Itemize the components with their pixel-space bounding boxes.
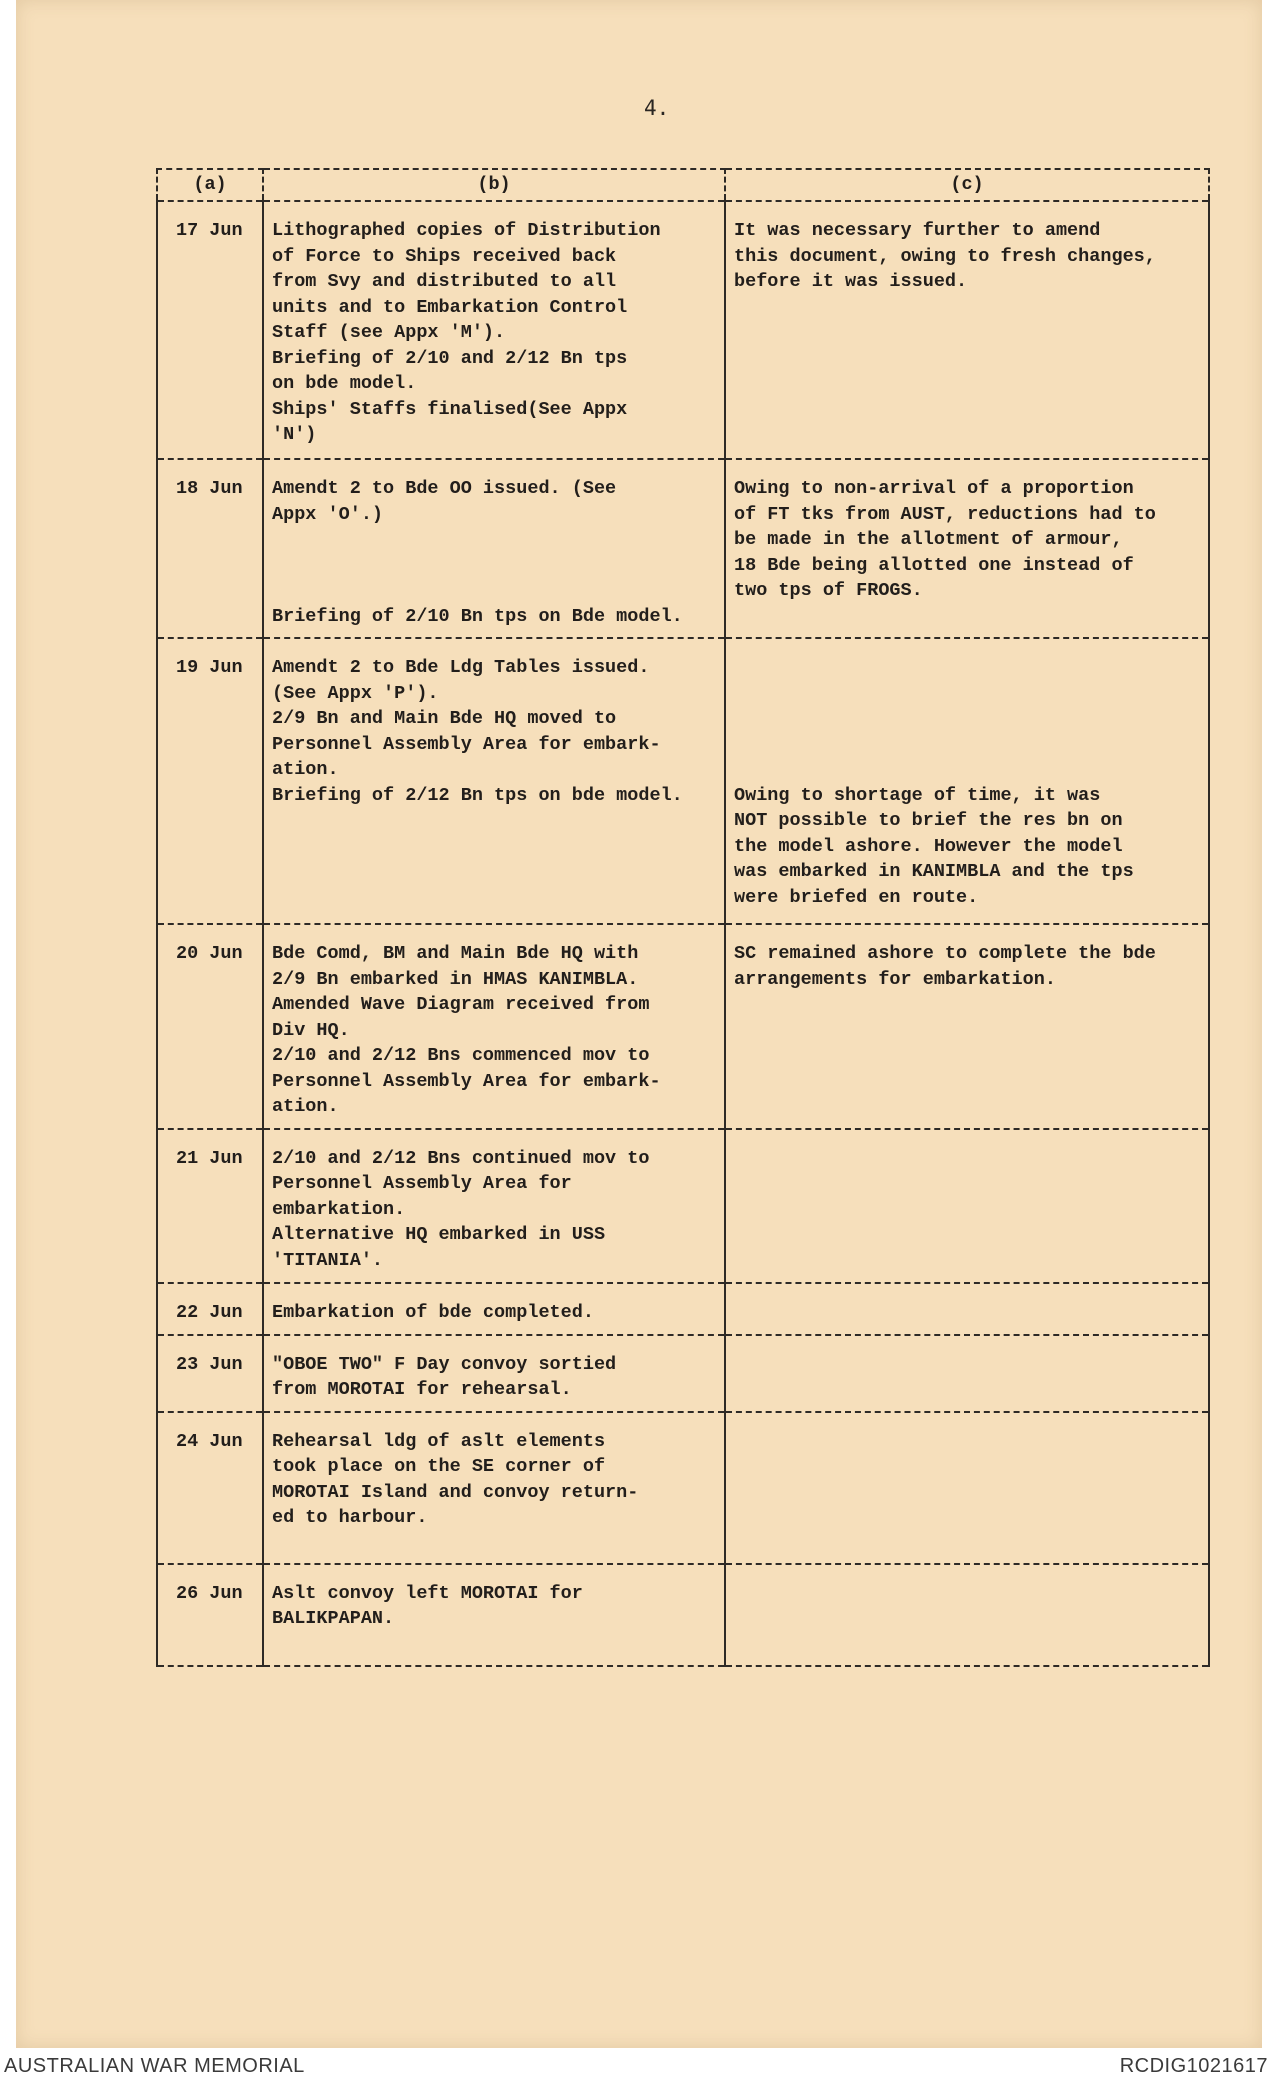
entry-date: 22 Jun [157,1283,263,1335]
entry-remark [725,1564,1209,1666]
entry-date: 23 Jun [157,1335,263,1412]
entry-remark [725,1412,1209,1564]
entry-date: 20 Jun [157,924,263,1129]
entry-remark [725,1283,1209,1335]
entry-remark: It was necessary further to amend this document, owing to fresh changes, before it was issued. [725,201,1209,459]
table-row [157,924,1209,1129]
entry-date: 21 Jun [157,1129,263,1283]
table-row [157,1564,1209,1666]
entry-text: Amendt 2 to Bde OO issued. (See Appx 'O'.) Briefing of 2/10 Bn tps on Bde model. [263,459,725,638]
entry-remark [725,1335,1209,1412]
table-row [157,459,1209,638]
table-row [157,1335,1209,1412]
entry-date: 24 Jun [157,1412,263,1564]
column-header-c: (c) [725,169,1209,201]
war-diary-table [156,168,1210,1667]
document-reference: RCDIG1021617 [1119,2055,1268,2077]
table-header-row [157,169,1209,201]
column-header-b: (b) [263,169,725,201]
column-header-a: (a) [157,169,263,201]
entry-text: Embarkation of bde completed. [263,1283,725,1335]
table-row [157,1283,1209,1335]
page-number: 4. [644,96,670,120]
entry-text: 2/10 and 2/12 Bns continued mov to Personnel Assembly Area for embarkation. Alternative HQ embarked in USS 'TITANIA'. [263,1129,725,1283]
entry-date: 18 Jun [157,459,263,638]
archive-credit: AUSTRALIAN WAR MEMORIAL [4,2055,305,2077]
table-row [157,1412,1209,1564]
table-row [157,1129,1209,1283]
document-page [16,0,1262,2048]
entry-date: 26 Jun [157,1564,263,1666]
entry-remark: Owing to shortage of time, it was NOT possible to brief the res bn on the model ashore. However the model was embarked in KANIMBLA and the tps were briefed en route. [725,638,1209,924]
entry-text: Lithographed copies of Distribution of Force to Ships received back from Svy and distributed to all units and to Embarkation Control Staff (see Appx 'M'). Briefing of 2/10 and 2/12 Bn tps on bde model. Ships' Staffs finalised(See Appx 'N') [263,201,725,459]
entry-remark: SC remained ashore to complete the bde arrangements for embarkation. [725,924,1209,1129]
entry-remark [725,1129,1209,1283]
entry-text: Rehearsal ldg of aslt elements took place on the SE corner of MOROTAI Island and convoy return- ed to harbour. [263,1412,725,1564]
table-row [157,638,1209,924]
entry-text: Amendt 2 to Bde Ldg Tables issued. (See Appx 'P'). 2/9 Bn and Main Bde HQ moved to Personnel Assembly Area for embark- ation. Briefing of 2/12 Bn tps on bde model. [263,638,725,924]
table-row [157,201,1209,459]
entry-text: "OBOE TWO" F Day convoy sortied from MOROTAI for rehearsal. [263,1335,725,1412]
entry-text: Bde Comd, BM and Main Bde HQ with 2/9 Bn embarked in HMAS KANIMBLA. Amended Wave Diagram received from Div HQ. 2/10 and 2/12 Bns commenced mov to Personnel Assembly Area for embark- ation. [263,924,725,1129]
entry-date: 19 Jun [157,638,263,924]
entry-remark: Owing to non-arrival of a proportion of FT tks from AUST, reductions had to be made in the allotment of armour, 18 Bde being allotted one instead of two tps of FROGS. [725,459,1209,638]
entry-text: Aslt convoy left MOROTAI for BALIKPAPAN. [263,1564,725,1666]
entry-date: 17 Jun [157,201,263,459]
